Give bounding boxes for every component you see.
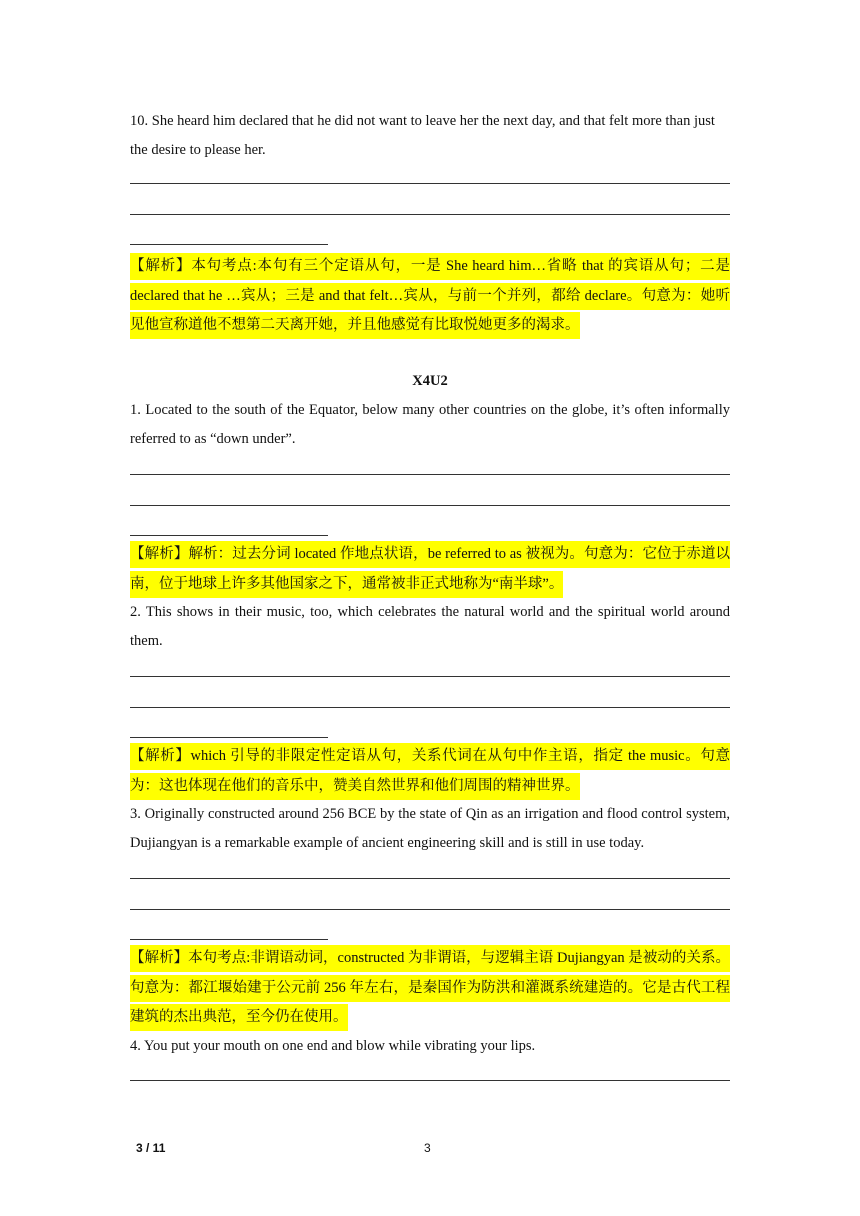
analysis-highlight: 【解析】本句考点:非谓语动词，constructed 为非谓语，与逻辑主语 Dujiangyan 是被动的关系。句意为：都江堰始建于公元前 256 年左右，是秦国作为防洪和灌溉系统建造的。它是古代工程建筑的杰出典范，至今仍在使用。	[130, 945, 730, 1031]
answer-line-short	[130, 535, 328, 536]
answer-line-short	[130, 737, 328, 738]
analysis-3	[130, 944, 730, 1033]
analysis-1	[130, 540, 730, 599]
answer-line	[130, 214, 730, 215]
question-2-text: 2. This shows in their music, too, which celebrates the natural world and the spiritual world around them.	[130, 604, 730, 649]
analysis-highlight: 【解析】which 引导的非限定性定语从句，关系代词在从句中作主语，指定 the music。句意为：这也体现在他们的音乐中，赞美自然世界和他们周围的精神世界。	[130, 743, 730, 800]
answer-line-short	[130, 244, 328, 245]
analysis-highlight: 【解析】本句考点:本句有三个定语从句，一是 She heard him…省略 that 的宾语从句；二是 declared that he …宾从；三是 and that felt…宾从，与前一个并列，都给 declare。句意为：她听见他宣称道他不想第二天离开她，并且他感觉有比取悦她更多的渴求。	[130, 253, 730, 339]
page-indicator: 3 / 11	[136, 1141, 166, 1155]
answer-line-short	[130, 939, 328, 940]
question-10-text: 10. She heard him declared that he did not want to leave her the next day, and that felt more than just the desire to please her.	[130, 113, 715, 158]
page-number: 3	[424, 1141, 431, 1155]
answer-line	[130, 878, 730, 879]
answer-line	[130, 676, 730, 677]
question-3-text: 3. Originally constructed around 256 BCE by the state of Qin as an irrigation and flood control system, Dujiangyan is a remarkable example of ancient engineering skill and is still in use today.	[130, 806, 730, 851]
analysis-10	[130, 252, 730, 341]
answer-line	[130, 707, 730, 708]
answer-line	[130, 505, 730, 506]
analysis-2	[130, 742, 730, 801]
answer-line	[130, 909, 730, 910]
answer-line	[130, 183, 730, 184]
answer-line	[130, 474, 730, 475]
section-title: X4U2	[412, 373, 448, 389]
analysis-highlight: 【解析】解析：过去分词 located 作地点状语，be referred to as 被视为。句意为：它位于赤道以南，位于地球上许多其他国家之下，通常被非正式地称为“南半球”。	[130, 541, 730, 598]
question-4-text: 4. You put your mouth on one end and blow while vibrating your lips.	[130, 1038, 536, 1054]
question-1-text: 1. Located to the south of the Equator, below many other countries on the globe, it’s often informally referred to as “down under”.	[130, 402, 730, 447]
answer-line	[130, 1080, 730, 1081]
